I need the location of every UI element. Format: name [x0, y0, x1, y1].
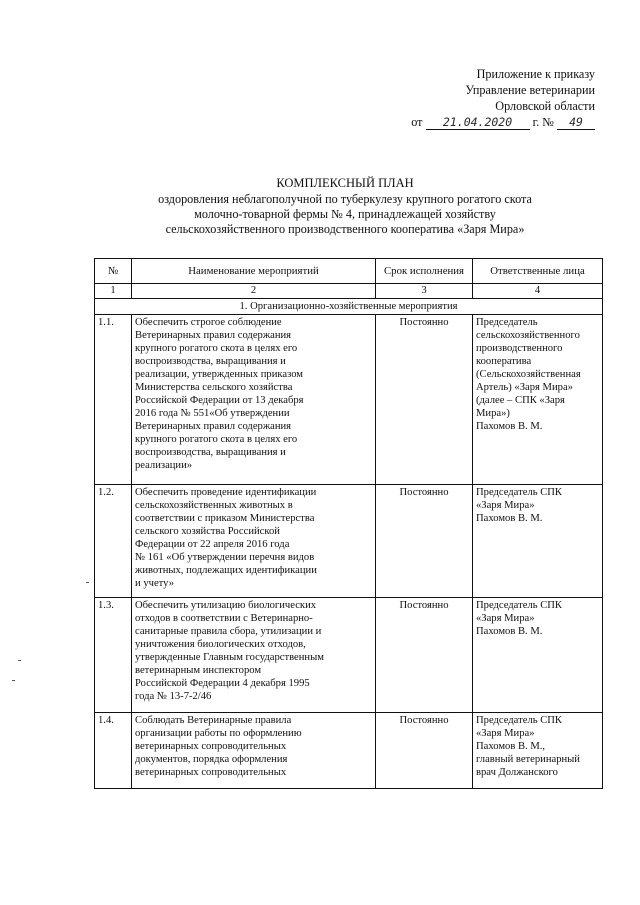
row-number: 1.1.	[95, 315, 132, 485]
scan-mark	[12, 680, 15, 681]
row-responsible: Председатель СПК «Заря Мира» Пахомов В. М.	[473, 485, 603, 598]
row-deadline: Постоянно	[376, 713, 473, 789]
table-row	[95, 713, 603, 789]
row-responsible: Председатель СПК «Заря Мира» Пахомов В. М.	[473, 598, 603, 713]
appendix-line-1: Приложение к приказу	[476, 67, 595, 81]
row-deadline: Постоянно	[376, 598, 473, 713]
title-line-1: оздоровления неблагополучной по туберкулезу крупного рогатого скота	[158, 192, 532, 206]
plan-table	[94, 258, 603, 789]
row-measure: Обеспечить строгое соблюдение Ветеринарных правил содержания крупного рогатого скота в целях его воспроизводства, выращивания и реализации, утвержденных приказом Министерства сельского хозяйства Российской Федерации от 13 декабря 2016 года № 551«Об утверждении Ветеринарных правил содержания крупного рогатого скота в целях его воспроизводства, выращивания и реализации»	[132, 315, 376, 485]
row-measure: Обеспечить утилизацию биологических отходов в соответствии с Ветеринарно- санитарные правила сбора, утилизации и уничтожения биологических отходов, утвержденные Главным государственным ветеринарным инспектором Российской Федерации 4 декабря 1995 года № 13-7-2/46	[132, 598, 376, 713]
appendix-block	[380, 66, 595, 130]
number-prefix: г. №	[532, 115, 554, 129]
header-number: №	[95, 259, 132, 284]
header-deadline: Срок исполнения	[376, 259, 473, 284]
row-measure: Соблюдать Ветеринарные правила организации работы по оформлению ветеринарных сопроводительных документов, порядка оформления ветеринарных сопроводительных	[132, 713, 376, 789]
appendix-line-3: Орловской области	[495, 99, 595, 113]
row-number: 1.3.	[95, 598, 132, 713]
handwritten-number: 49	[557, 116, 595, 130]
table-row	[95, 598, 603, 713]
row-responsible: Председатель сельскохозяйственного производственного кооператива (Сельскохозяйственная Артель) «Заря Мира» (далее – СПК «Заря Мира») Пахомов В. М.	[473, 315, 603, 485]
row-responsible: Председатель СПК «Заря Мира» Пахомов В. М., главный ветеринарный врач Должанского	[473, 713, 603, 789]
section-row	[95, 299, 603, 315]
date-prefix: от	[411, 115, 423, 129]
table-row	[95, 485, 603, 598]
header-responsible: Ответственные лица	[473, 259, 603, 284]
document-title: КОМПЛЕКСНЫЙ ПЛАН	[276, 176, 414, 190]
scan-mark	[18, 660, 21, 661]
row-deadline: Постоянно	[376, 315, 473, 485]
header-measures: Наименование мероприятий	[132, 259, 376, 284]
index-cell: 3	[376, 284, 473, 299]
column-index-row	[95, 284, 603, 299]
row-number: 1.2.	[95, 485, 132, 598]
scan-mark	[86, 582, 89, 583]
document-title-block	[110, 176, 580, 237]
title-line-2: молочно-товарной фермы № 4, принадлежащей хозяйству	[194, 207, 496, 221]
section-title: 1. Организационно-хозяйственные мероприятия	[95, 299, 603, 315]
order-date-line	[380, 114, 595, 130]
index-cell: 4	[473, 284, 603, 299]
handwritten-date: 21.04.2020	[426, 116, 530, 130]
row-number: 1.4.	[95, 713, 132, 789]
appendix-line-2: Управление ветеринарии	[465, 83, 595, 97]
index-cell: 2	[132, 284, 376, 299]
title-line-3: сельскохозяйственного производственного кооператива «Заря Мира»	[165, 222, 525, 236]
table-header-row	[95, 259, 603, 284]
table-row	[95, 315, 603, 485]
index-cell: 1	[95, 284, 132, 299]
row-deadline: Постоянно	[376, 485, 473, 598]
row-measure: Обеспечить проведение идентификации сельскохозяйственных животных в соответствии с приказом Министерства сельского хозяйства Российской Федерации от 22 апреля 2016 года № 161 «Об утверждении перечня видов животных, подлежащих идентификации и учету»	[132, 485, 376, 598]
